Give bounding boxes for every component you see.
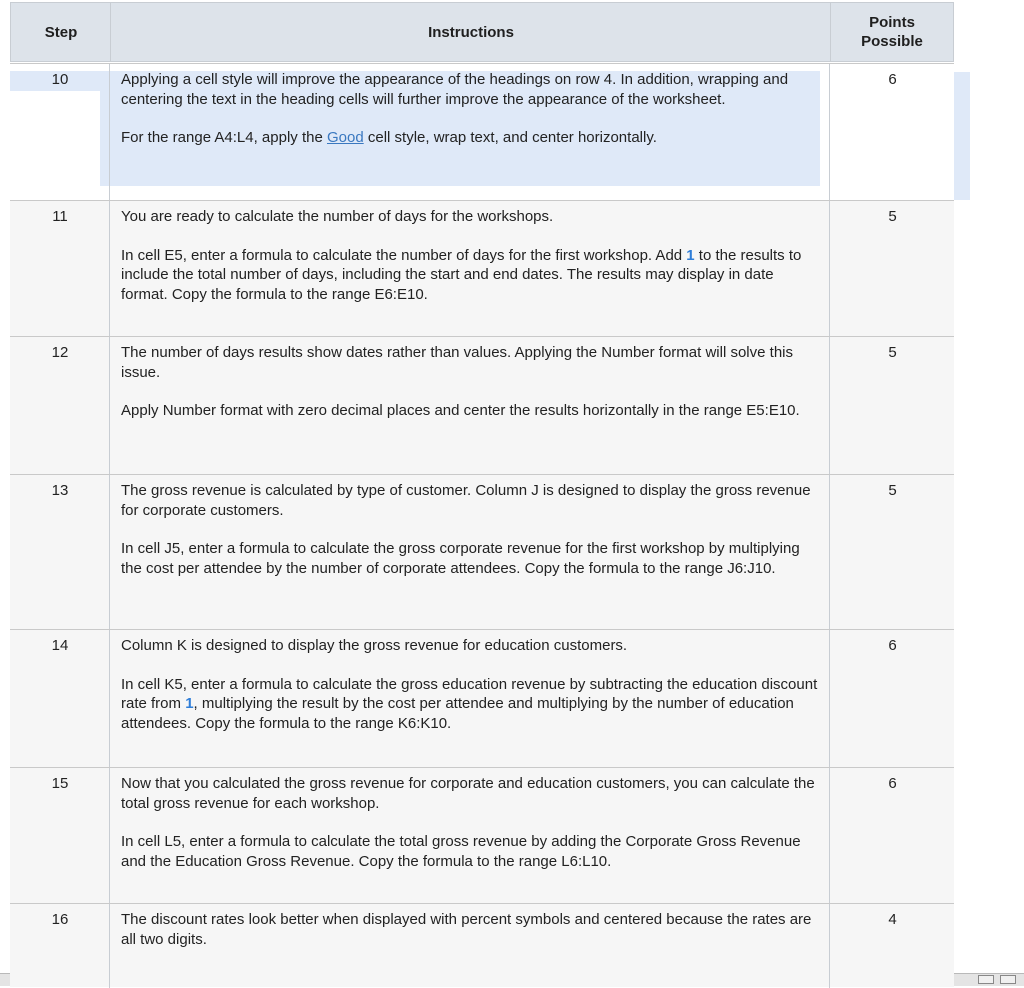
points-possible: 6 <box>888 775 897 792</box>
step-number: 10 <box>51 71 69 88</box>
page-view-icon[interactable] <box>978 975 994 984</box>
highlighted-value: 1 <box>686 246 695 264</box>
table-row <box>10 767 954 903</box>
instruction-text: The gross revenue is calculated by type of customer. Column J is designed to display the gross revenue for corporate customers. In cell J5, enter a formula to calculate the gross corporate revenue for the first workshop by multiplying the cost per attendee by the number of corporate attendees. Copy the formula to the range J6:J10. <box>121 482 811 577</box>
points-possible: 6 <box>888 71 897 88</box>
table-row <box>10 63 954 200</box>
header-instructions: Instructions <box>428 23 514 41</box>
instruction-text: The discount rates look better when displayed with percent symbols and centered because the rates are all two digits. <box>121 911 812 948</box>
table-row <box>10 336 954 474</box>
instruction-text: You are ready to calculate the number of days for the workshops. In cell E5, enter a formula to calculate the number of days for the first workshop. Add 1 to the results to include the total number of days, including the start and end dates. The results may display in date format. Copy the formula to the range E6:E10. <box>121 208 802 303</box>
selection-highlight-edge <box>954 72 970 200</box>
highlighted-value: 1 <box>185 695 194 712</box>
good-style-link[interactable]: Good <box>326 129 364 146</box>
instruction-text: Now that you calculated the gross revenue for corporate and education customers, you can calculate the total gross revenue for each workshop. In cell L5, enter a formula to calculate the total gross revenue by adding the Corporate Gross Revenue and the Education Gross Revenue. Copy the formula to the range L6:L10. <box>121 775 815 870</box>
points-possible: 5 <box>888 344 897 361</box>
table-row <box>10 903 954 987</box>
points-possible: 5 <box>888 482 897 499</box>
step-number: 11 <box>52 208 68 225</box>
table-header-row <box>10 2 954 62</box>
instruction-text: The number of days results show dates rather than values. Applying the Number format will solve this issue. Apply Number format with zero decimal places and center the results horizontally in the range E5:E10. <box>121 344 800 419</box>
bottom-toolbar <box>976 975 1016 985</box>
header-points-possible: Points Possible <box>861 14 923 50</box>
table-row <box>10 200 954 336</box>
layout-view-icon[interactable] <box>1000 975 1016 984</box>
step-number: 14 <box>51 637 69 654</box>
table-row <box>10 474 954 629</box>
instruction-text: Applying a cell style will improve the appearance of the headings on row 4. In addition, wrapping and centering the text in the heading cells will further improve the appearance of the worksheet. For the range A4:L4, apply the Good cell style, wrap text, and center horizontally. <box>121 71 789 146</box>
instruction-text: Column K is designed to display the gross revenue for education customers. In cell K5, enter a formula to calculate the gross education revenue by subtracting the education discount rate from 1, multiplying the result by the cost per attendee and multiplying by the number of education attendees. Copy the formula to the range K6:K10. <box>121 637 818 732</box>
table-row <box>10 629 954 767</box>
points-possible: 5 <box>888 208 897 225</box>
step-number: 16 <box>51 911 69 928</box>
points-possible: 4 <box>888 911 897 928</box>
header-step: Step <box>44 23 78 41</box>
step-number: 12 <box>51 344 69 361</box>
step-number: 15 <box>51 775 69 792</box>
points-possible: 6 <box>888 637 897 654</box>
step-number: 13 <box>51 482 69 499</box>
